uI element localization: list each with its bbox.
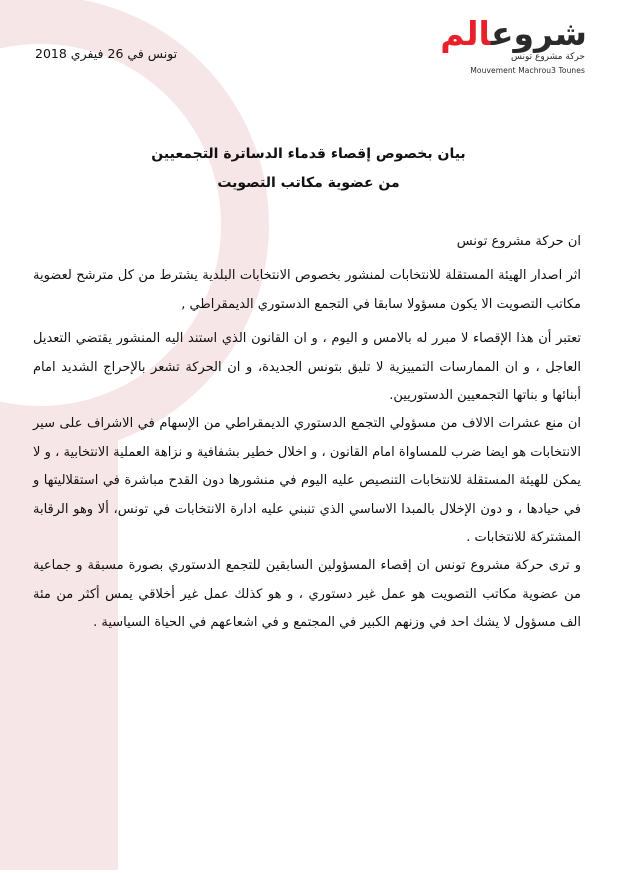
body-paragraph-1: ان حركة مشروع تونس <box>456 234 581 249</box>
logo-subtitle-french: Mouvement Machrou3 Tounes <box>470 66 585 75</box>
document-date: تونس في 26 فيفري 2018 <box>35 46 178 61</box>
document-body <box>33 228 581 638</box>
body-paragraph-5: و ترى حركة مشروع تونس ان إقصاء المسؤولين السابقين للتجمع الدستوري بصورة مسبقة و جماعية من عضوية مكاتب التصويت هو عمل غير دستوري ، و هو كذلك عمل غير أخلاقي يمس أكثر من مئة الف مسؤول لا يشك احد في وزنهم الكبير في المجتمع و في اشعاعهم في الحياة السياسية . <box>33 558 581 631</box>
logo-word-dark: شروع <box>490 14 587 53</box>
logo-wordmark <box>440 14 587 54</box>
body-paragraph-4: ان منع عشرات الالاف من مسؤولي التجمع الدستوري الديمقراطي من الإسهام في الاشراف على سير الانتخابات هو ايضا ضرب للمساواة امام القانون ، و اخلال خطير بشفافية و نزاهة العملية الانتخابية ، و لا يمكن للهيئة المستقلة للانتخابات التنصيص عليه اليوم في منشورها دون القدح مباشرة في استقلاليتها و في حيادها ، و دون الإخلال بالمبدا الاساسي الذي تنبني عليه ادارة الانتخابات في تونس، ألا وهو الرقابة المشتركة للانتخابات . <box>33 416 581 546</box>
body-paragraph-2: اثر اصدار الهيئة المستقلة للانتخابات لمنشور بخصوص الانتخابات البلدية يشترط من كل مترشح لعضوية مكاتب التصويت الا يكون مسؤولا سابقا في التجمع الدستوري الديمقراطي , <box>33 268 581 312</box>
logo-subtitle-arabic: حركة مشروع تونس <box>510 52 585 62</box>
logo-word-red: الم <box>440 14 491 53</box>
document-title: بيان بخصوص إقصاء قدماء الدساترة التجمعيين <box>151 146 466 162</box>
document-subtitle: من عضوية مكاتب التصويت <box>217 175 400 191</box>
brand-logo <box>427 14 587 76</box>
body-paragraph-3: تعتبر أن هذا الإقصاء لا مبرر له بالامس و اليوم ، و ان القانون الذي استند اليه المنشور يقتضي التعديل العاجل ، و ان الممارسات التمييزية لا تليق بتونس الجديدة، و ان الحركة تشعر بالإحراج الشديد امام أبنائها و بناتها التجمعيين الدستوريين. <box>33 331 581 404</box>
